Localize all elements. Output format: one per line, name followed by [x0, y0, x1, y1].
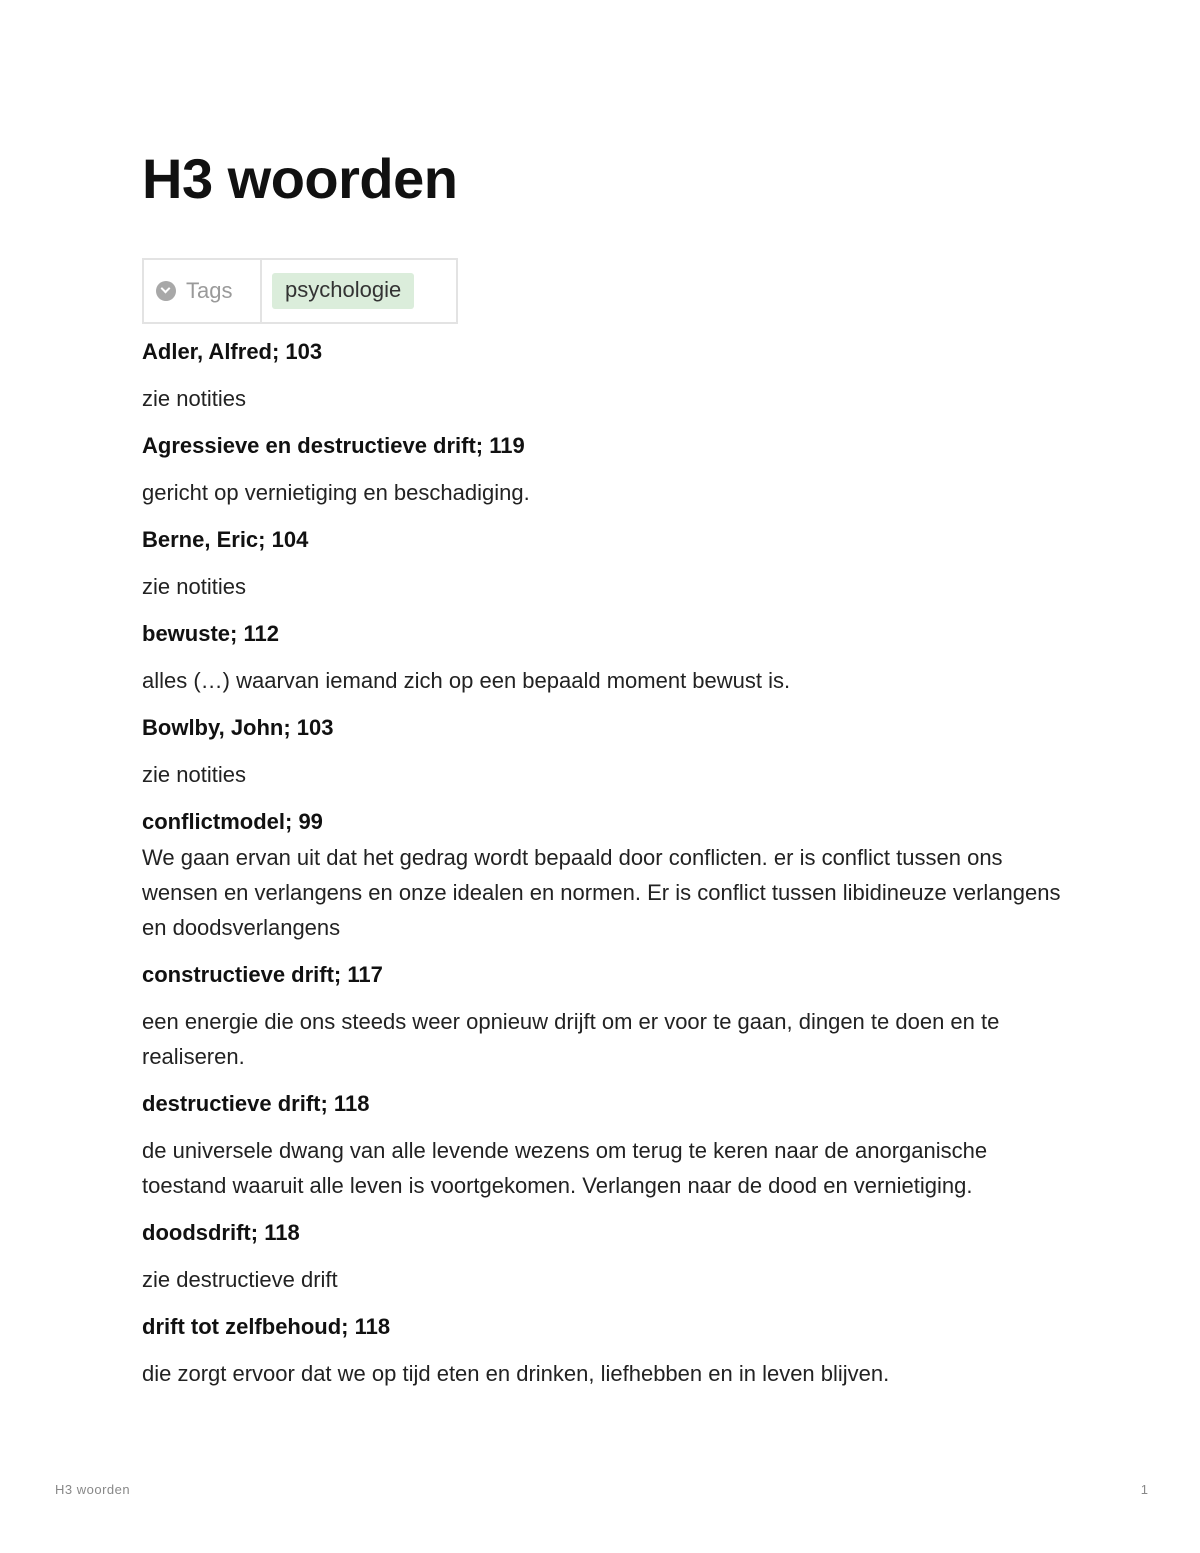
glossary-term: destructieve drift; 118 [142, 1091, 370, 1116]
tags-label-text: Tags [186, 278, 233, 303]
glossary-definition: zie notities [142, 762, 246, 787]
glossary-term: doodsdrift; 118 [142, 1220, 300, 1245]
tag-badge[interactable]: psychologie [272, 273, 414, 309]
glossary-list [142, 334, 1062, 1391]
tag-icon [156, 281, 176, 301]
glossary-term: Agressieve en destructieve drift; 119 [142, 433, 525, 458]
glossary-term: Bowlby, John; 103 [142, 715, 334, 740]
glossary-definition: die zorgt ervoor dat we op tijd eten en drinken, liefhebben en in leven blijven. [142, 1361, 890, 1386]
page-title: H3 woorden [142, 147, 458, 210]
properties-table [142, 258, 458, 324]
glossary-definition: We gaan ervan uit dat het gedrag wordt bepaald door conflicten. er is conflict tussen ons wensen en verlangens en onze idealen en normen. Er is conflict tussen libidineuze verlangens en doodsverlangens [142, 845, 1061, 940]
glossary-term: Berne, Eric; 104 [142, 527, 309, 552]
footer-page-number: 1 [1140, 1482, 1148, 1497]
glossary-definition: zie destructieve drift [142, 1267, 338, 1292]
glossary-definition: de universele dwang van alle levende wezens om terug te keren naar de anorganische toestand waaruit alle leven is voortgekomen. Verlangen naar de dood en vernietiging. [142, 1138, 988, 1198]
glossary-definition: gericht op vernietiging en beschadiging. [142, 480, 530, 505]
glossary-term: conflictmodel; 99 [142, 809, 323, 834]
footer-document-name: H3 woorden [55, 1482, 131, 1497]
glossary-term: bewuste; 112 [142, 621, 279, 646]
glossary-definition: een energie die ons steeds weer opnieuw drijft om er voor te gaan, dingen te doen en te realiseren. [142, 1009, 1000, 1069]
glossary-definition: zie notities [142, 386, 246, 411]
tags-property-label [143, 259, 261, 323]
glossary-term: drift tot zelfbehoud; 118 [142, 1314, 391, 1339]
tags-property-value[interactable] [261, 259, 457, 323]
glossary-definition: alles (…) waarvan iemand zich op een bepaald moment bewust is. [142, 668, 791, 693]
glossary-definition: zie notities [142, 574, 246, 599]
glossary-term: constructieve drift; 117 [142, 962, 383, 987]
glossary-term: Adler, Alfred; 103 [142, 339, 323, 364]
